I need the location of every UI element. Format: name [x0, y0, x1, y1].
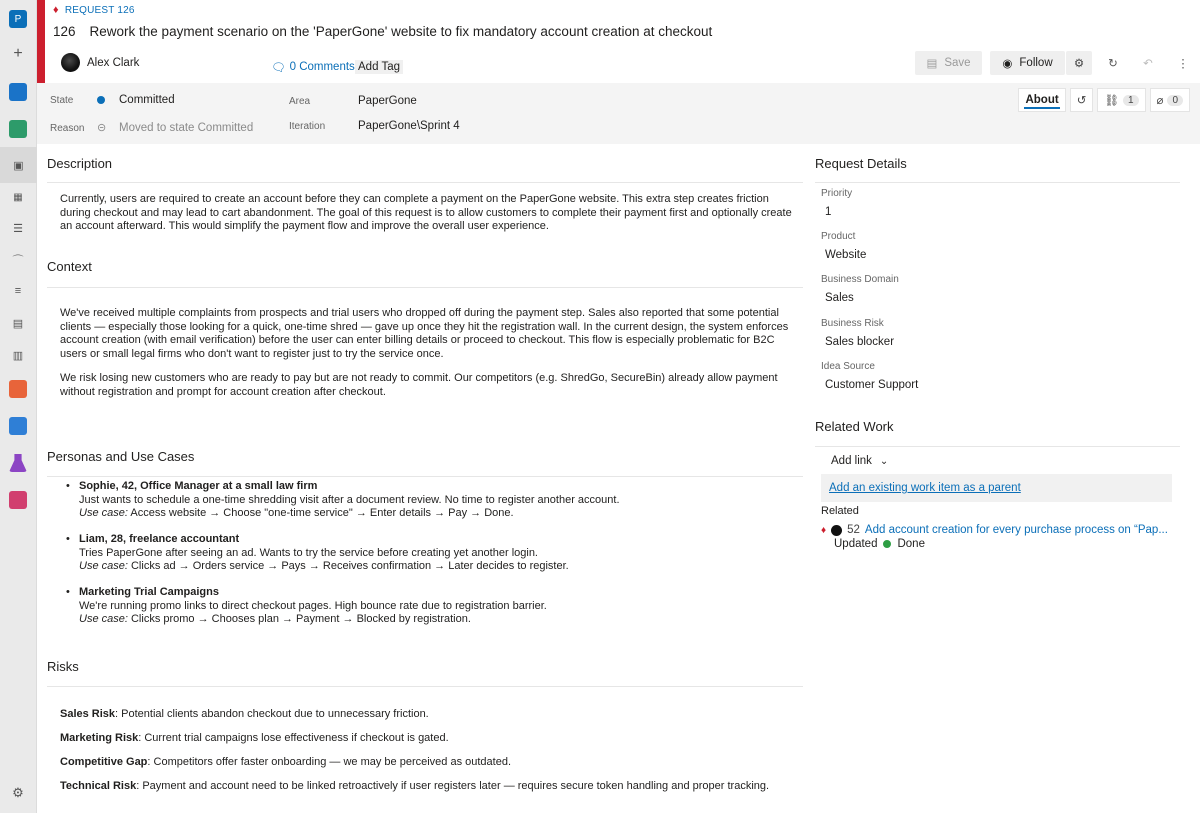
divider — [47, 182, 803, 183]
plus-icon[interactable]: + — [13, 45, 23, 62]
persona-name: Marketing Trial Campaigns — [79, 586, 219, 598]
product-label: Product — [821, 231, 856, 242]
eye-icon: ◉ — [1002, 58, 1013, 70]
delivery-plans-icon[interactable]: ▤ — [12, 317, 24, 330]
idea-source-label: Idea Source — [821, 361, 875, 372]
sprints-icon[interactable]: ⌒ — [12, 255, 24, 267]
list-item: Sales Risk: Potential clients abandon checkout due to unnecessary friction. — [60, 708, 429, 720]
follow-label: Follow — [1019, 57, 1053, 69]
test-plans-icon[interactable] — [8, 453, 28, 473]
artifacts-icon[interactable] — [8, 490, 28, 510]
overview-icon[interactable] — [8, 82, 28, 102]
title-row — [53, 24, 712, 39]
personas-heading: Personas and Use Cases — [47, 449, 195, 464]
project-avatar-icon[interactable]: P — [8, 9, 28, 29]
links-count: 1 — [1123, 95, 1139, 106]
tab-history[interactable] — [1070, 88, 1094, 112]
comment-icon: 🗨 — [271, 62, 286, 74]
trophy-icon: ♦ — [53, 4, 59, 16]
priority-field[interactable]: 1 — [825, 206, 832, 218]
status-value: Done — [897, 538, 925, 550]
persona-desc: We're running promo links to direct checkout pages. High bounce rate due to registration barrier. — [79, 599, 547, 612]
state-label: State — [50, 95, 74, 106]
avatar — [61, 53, 80, 72]
divider — [47, 476, 803, 477]
status-dot — [883, 540, 891, 548]
work-item-id: 126 — [53, 24, 76, 39]
work-item-type — [53, 4, 135, 16]
product-field[interactable]: Website — [825, 249, 867, 261]
add-link-dropdown[interactable] — [831, 455, 888, 467]
business-risk-label: Business Risk — [821, 318, 884, 329]
description-text[interactable]: Currently, users are required to create an account before they can complete a payment on the PaperGone website. This extra step creates friction during checkout and may lead to cart abandonment. The goal of this request is to allow customers to complete their payment first and optionally create an account afterward. This would simplify the payment flow and improve the overall user experience. — [60, 193, 792, 232]
divider — [815, 446, 1180, 447]
related-label: Related — [821, 505, 859, 517]
assignee-picker[interactable] — [61, 53, 139, 72]
divider — [815, 182, 1180, 183]
persona-usecase: Access website → Choose "one-time service" → Enter details → Pay → Done. — [130, 507, 514, 519]
attachments-count: 0 — [1167, 95, 1183, 106]
related-item-status — [834, 538, 925, 550]
divider — [47, 287, 803, 288]
undo-icon[interactable]: ↶ — [1143, 58, 1153, 70]
business-domain-label: Business Domain — [821, 274, 899, 285]
list-item: Marketing Risk: Current trial campaigns lose effectiveness if checkout is gated. — [60, 732, 449, 744]
risks-heading: Risks — [47, 659, 79, 674]
context-paragraph-2[interactable]: We risk losing new customers who are ready to pay but are not ready to commit. Our competitors (e.g. ShredGo, SecureBin) already allow payment without registration and prompt for account creation after checkout. — [60, 372, 778, 398]
list-item: Technical Risk: Payment and account need to be linked retroactively if user registers later — requires secure token handling and proper tracking. — [60, 780, 770, 792]
history-icon: ↺ — [1076, 95, 1087, 107]
list-item: • Sophie, 42, Office Manager at a small law firm Just wants to schedule a one-time shredding visit after a document review. No time to register another account. Use case: Access website → Choose "one-time service" → Enter details → Pay → Done. — [66, 480, 620, 519]
tab-links[interactable] — [1097, 88, 1145, 112]
save-icon: ▤ — [926, 58, 938, 70]
follow-button[interactable] — [990, 51, 1065, 75]
divider — [47, 686, 803, 687]
type-label: REQUEST 126 — [64, 4, 135, 16]
work-item-type-color-bar — [37, 0, 45, 83]
context-heading: Context — [47, 259, 92, 274]
assignee-name: Alex Clark — [87, 56, 140, 69]
tab-about[interactable]: About — [1018, 88, 1065, 112]
area-label: Area — [289, 96, 311, 107]
boards-icon[interactable] — [8, 119, 28, 139]
area-field[interactable]: PaperGone — [358, 95, 417, 107]
more-actions-icon[interactable]: ⋮ — [1177, 58, 1189, 70]
settings-gear-icon[interactable]: ⚙ — [12, 785, 24, 800]
description-heading: Description — [47, 156, 113, 171]
related-item-title[interactable]: Add account creation for every purchase process on “Pap... — [864, 524, 1168, 536]
paperclip-icon: ⌀ — [1156, 95, 1164, 107]
details-tabs — [1018, 88, 1190, 112]
add-parent-link[interactable]: Add an existing work item as a parent — [821, 474, 1172, 502]
work-items-icon[interactable]: ▣ — [0, 147, 37, 183]
iteration-label: Iteration — [289, 121, 326, 132]
analytics-icon[interactable]: ▥ — [12, 349, 24, 362]
persona-desc: Just wants to schedule a one-time shredding visit after a document review. No time to register another account. — [79, 493, 620, 506]
backlogs-icon[interactable]: ☰ — [13, 222, 23, 235]
persona-desc: Tries PaperGone after seeing an ad. Wants to try the service before creating yet another login. — [79, 546, 538, 559]
add-link-label: Add link — [831, 455, 872, 467]
left-nav-rail — [0, 0, 37, 813]
request-details-heading: Request Details — [815, 156, 907, 171]
follow-settings-gear-icon[interactable]: ⚙ — [1066, 51, 1092, 75]
chevron-down-icon: ⌄ — [879, 455, 889, 467]
save-label: Save — [944, 57, 971, 69]
work-item-header — [45, 0, 1200, 83]
persona-name: Sophie, 42, Office Manager at a small law firm — [79, 480, 318, 492]
list-item: • Liam, 28, freelance accountant Tries PaperGone after seeing an ad. Wants to try the service before creating yet another login. Use case: Clicks ad → Orders service → Pays → Receives confirmation → Later decides to register. — [66, 533, 569, 572]
work-item-title[interactable]: Rework the payment scenario on the 'PaperGone' website to fix mandatory account creation at checkout — [89, 24, 713, 39]
persona-usecase: Clicks ad → Orders service → Pays → Receives confirmation → Later decides to register. — [130, 560, 569, 572]
trophy-icon: ♦ — [821, 524, 827, 536]
reason-label: Reason — [50, 123, 85, 134]
priority-label: Priority — [821, 188, 853, 199]
fields-strip — [37, 83, 1200, 144]
state-dot — [97, 96, 105, 104]
persona-usecase: Clicks promo → Chooses plan → Payment → Blocked by registration. — [130, 613, 471, 625]
boards-view-icon[interactable]: ▦ — [13, 191, 23, 203]
related-work-item[interactable] — [821, 524, 1181, 536]
list-item: Competitive Gap: Competitors offer faster onboarding — we may be perceived as outdated. — [60, 756, 512, 768]
iteration-field[interactable]: PaperGone\Sprint 4 — [358, 120, 460, 132]
link-icon: ⛓ — [1104, 95, 1119, 107]
updated-label: Updated — [834, 538, 878, 550]
business-risk-field[interactable]: Sales blocker — [825, 336, 895, 348]
reason-value: Moved to state Committed — [119, 122, 254, 134]
add-tag-button[interactable]: Add Tag — [355, 60, 403, 74]
idea-source-field[interactable]: Customer Support — [825, 379, 919, 391]
pipelines-icon[interactable] — [8, 416, 28, 436]
business-domain-field[interactable]: Sales — [825, 292, 854, 304]
related-work-heading: Related Work — [815, 419, 894, 434]
lock-icon: ⊝ — [97, 122, 107, 134]
state-dropdown[interactable]: Committed — [119, 94, 175, 106]
context-paragraph-1[interactable]: We've received multiple complaints from prospects and trial users who dropped off during the payment step. Sales also reported that some potential clients — especially those looking for a quick, one-time shred — gave up once they hit the registration wall. In the current design, the system enforces account creation (with email verification) before the user can enter billing details or proceed to checkout. This flow is especially problematic for B2C users or small legal firms who don't want to register just to try the service once. — [60, 307, 789, 360]
list-item: • Marketing Trial Campaigns We're running promo links to direct checkout pages. High bounce rate due to registration barrier. Use case: Clicks promo → Chooses plan → Payment → Blocked by registration. — [66, 586, 547, 625]
persona-name: Liam, 28, freelance accountant — [79, 533, 240, 545]
repos-icon[interactable] — [8, 379, 28, 399]
tab-attachments[interactable] — [1150, 88, 1191, 112]
save-button[interactable] — [915, 51, 982, 75]
comments-link[interactable] — [271, 60, 355, 74]
comments-count: 0 Comments — [289, 61, 355, 73]
refresh-icon[interactable]: ↻ — [1108, 58, 1118, 70]
queries-icon[interactable]: ≡ — [14, 285, 22, 297]
avatar — [831, 525, 842, 536]
related-item-id: 52 — [847, 524, 860, 536]
